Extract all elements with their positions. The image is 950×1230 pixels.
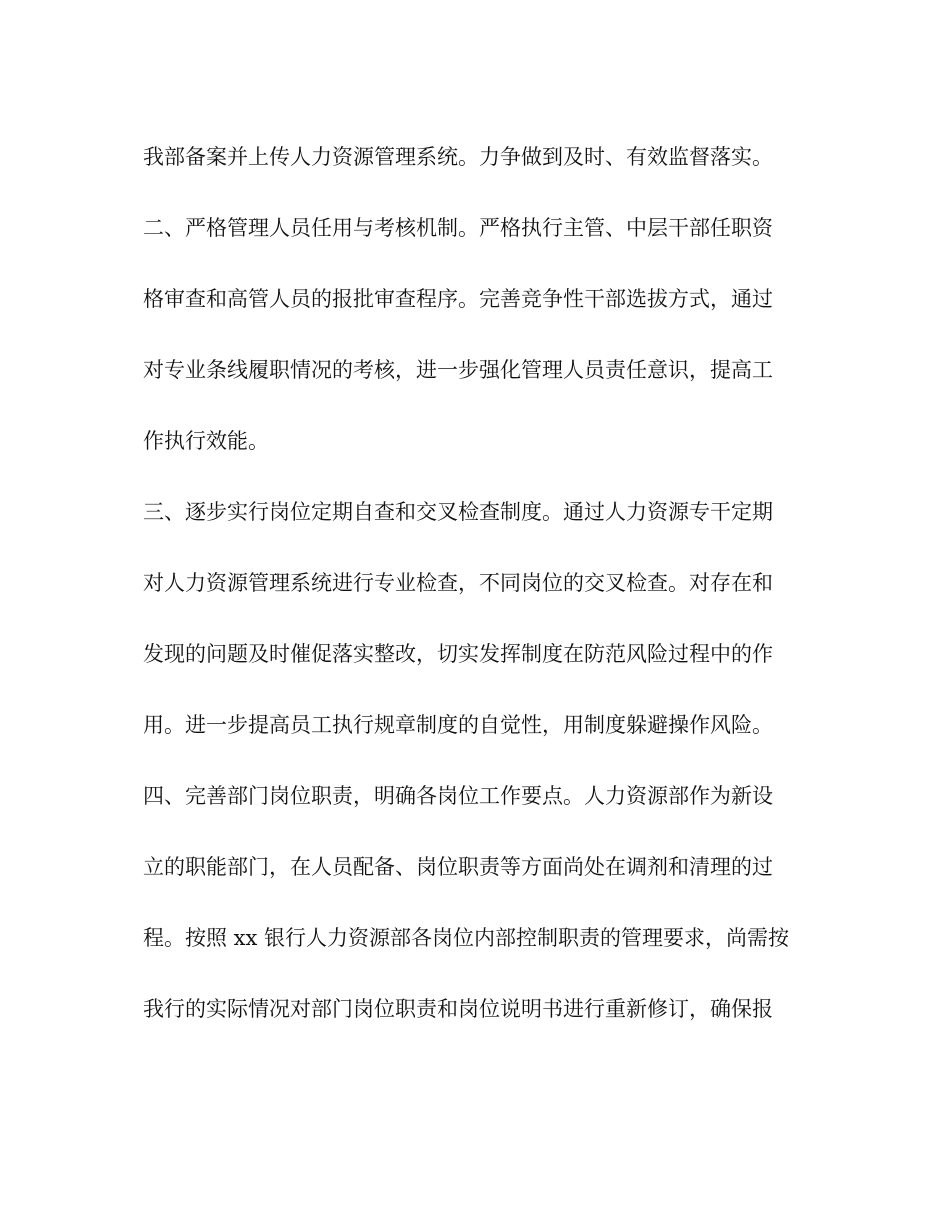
text-line: 对人力资源管理系统进行专业检查，不同岗位的交叉检查。对存在和 xyxy=(143,571,773,595)
text-line: 三、逐步实行岗位定期自查和交叉检查制度。通过人力资源专干定期 xyxy=(143,500,773,524)
text-line: 作执行效能。 xyxy=(143,429,269,453)
text-line: 用。进一步提高员工执行规章制度的自觉性，用制度躲避操作风险。 xyxy=(143,713,773,737)
text-line: 我行的实际情况对部门岗位职责和岗位说明书进行重新修订，确保报 xyxy=(143,997,773,1021)
text-line: 二、严格管理人员任用与考核机制。严格执行主管、中层干部任职资 xyxy=(143,216,773,240)
text-line: 立的职能部门，在人员配备、岗位职责等方面尚处在调剂和清理的过 xyxy=(143,855,773,879)
text-line: 四、完善部门岗位职责，明确各岗位工作要点。人力资源部作为新设 xyxy=(143,784,773,808)
text-line: 我部备案并上传人力资源管理系统。力争做到及时、有效监督落实。 xyxy=(143,145,773,169)
text-line: 程。按照 xx 银行人力资源部各岗位内部控制职责的管理要求，尚需按 xyxy=(143,926,790,950)
text-line: 对专业条线履职情况的考核，进一步强化管理人员责任意识，提高工 xyxy=(143,358,773,382)
text-line: 发现的问题及时催促落实整改，切实发挥制度在防范风险过程中的作 xyxy=(143,642,773,666)
text-line: 格审查和高管人员的报批审查程序。完善竞争性干部选拔方式，通过 xyxy=(143,287,773,311)
